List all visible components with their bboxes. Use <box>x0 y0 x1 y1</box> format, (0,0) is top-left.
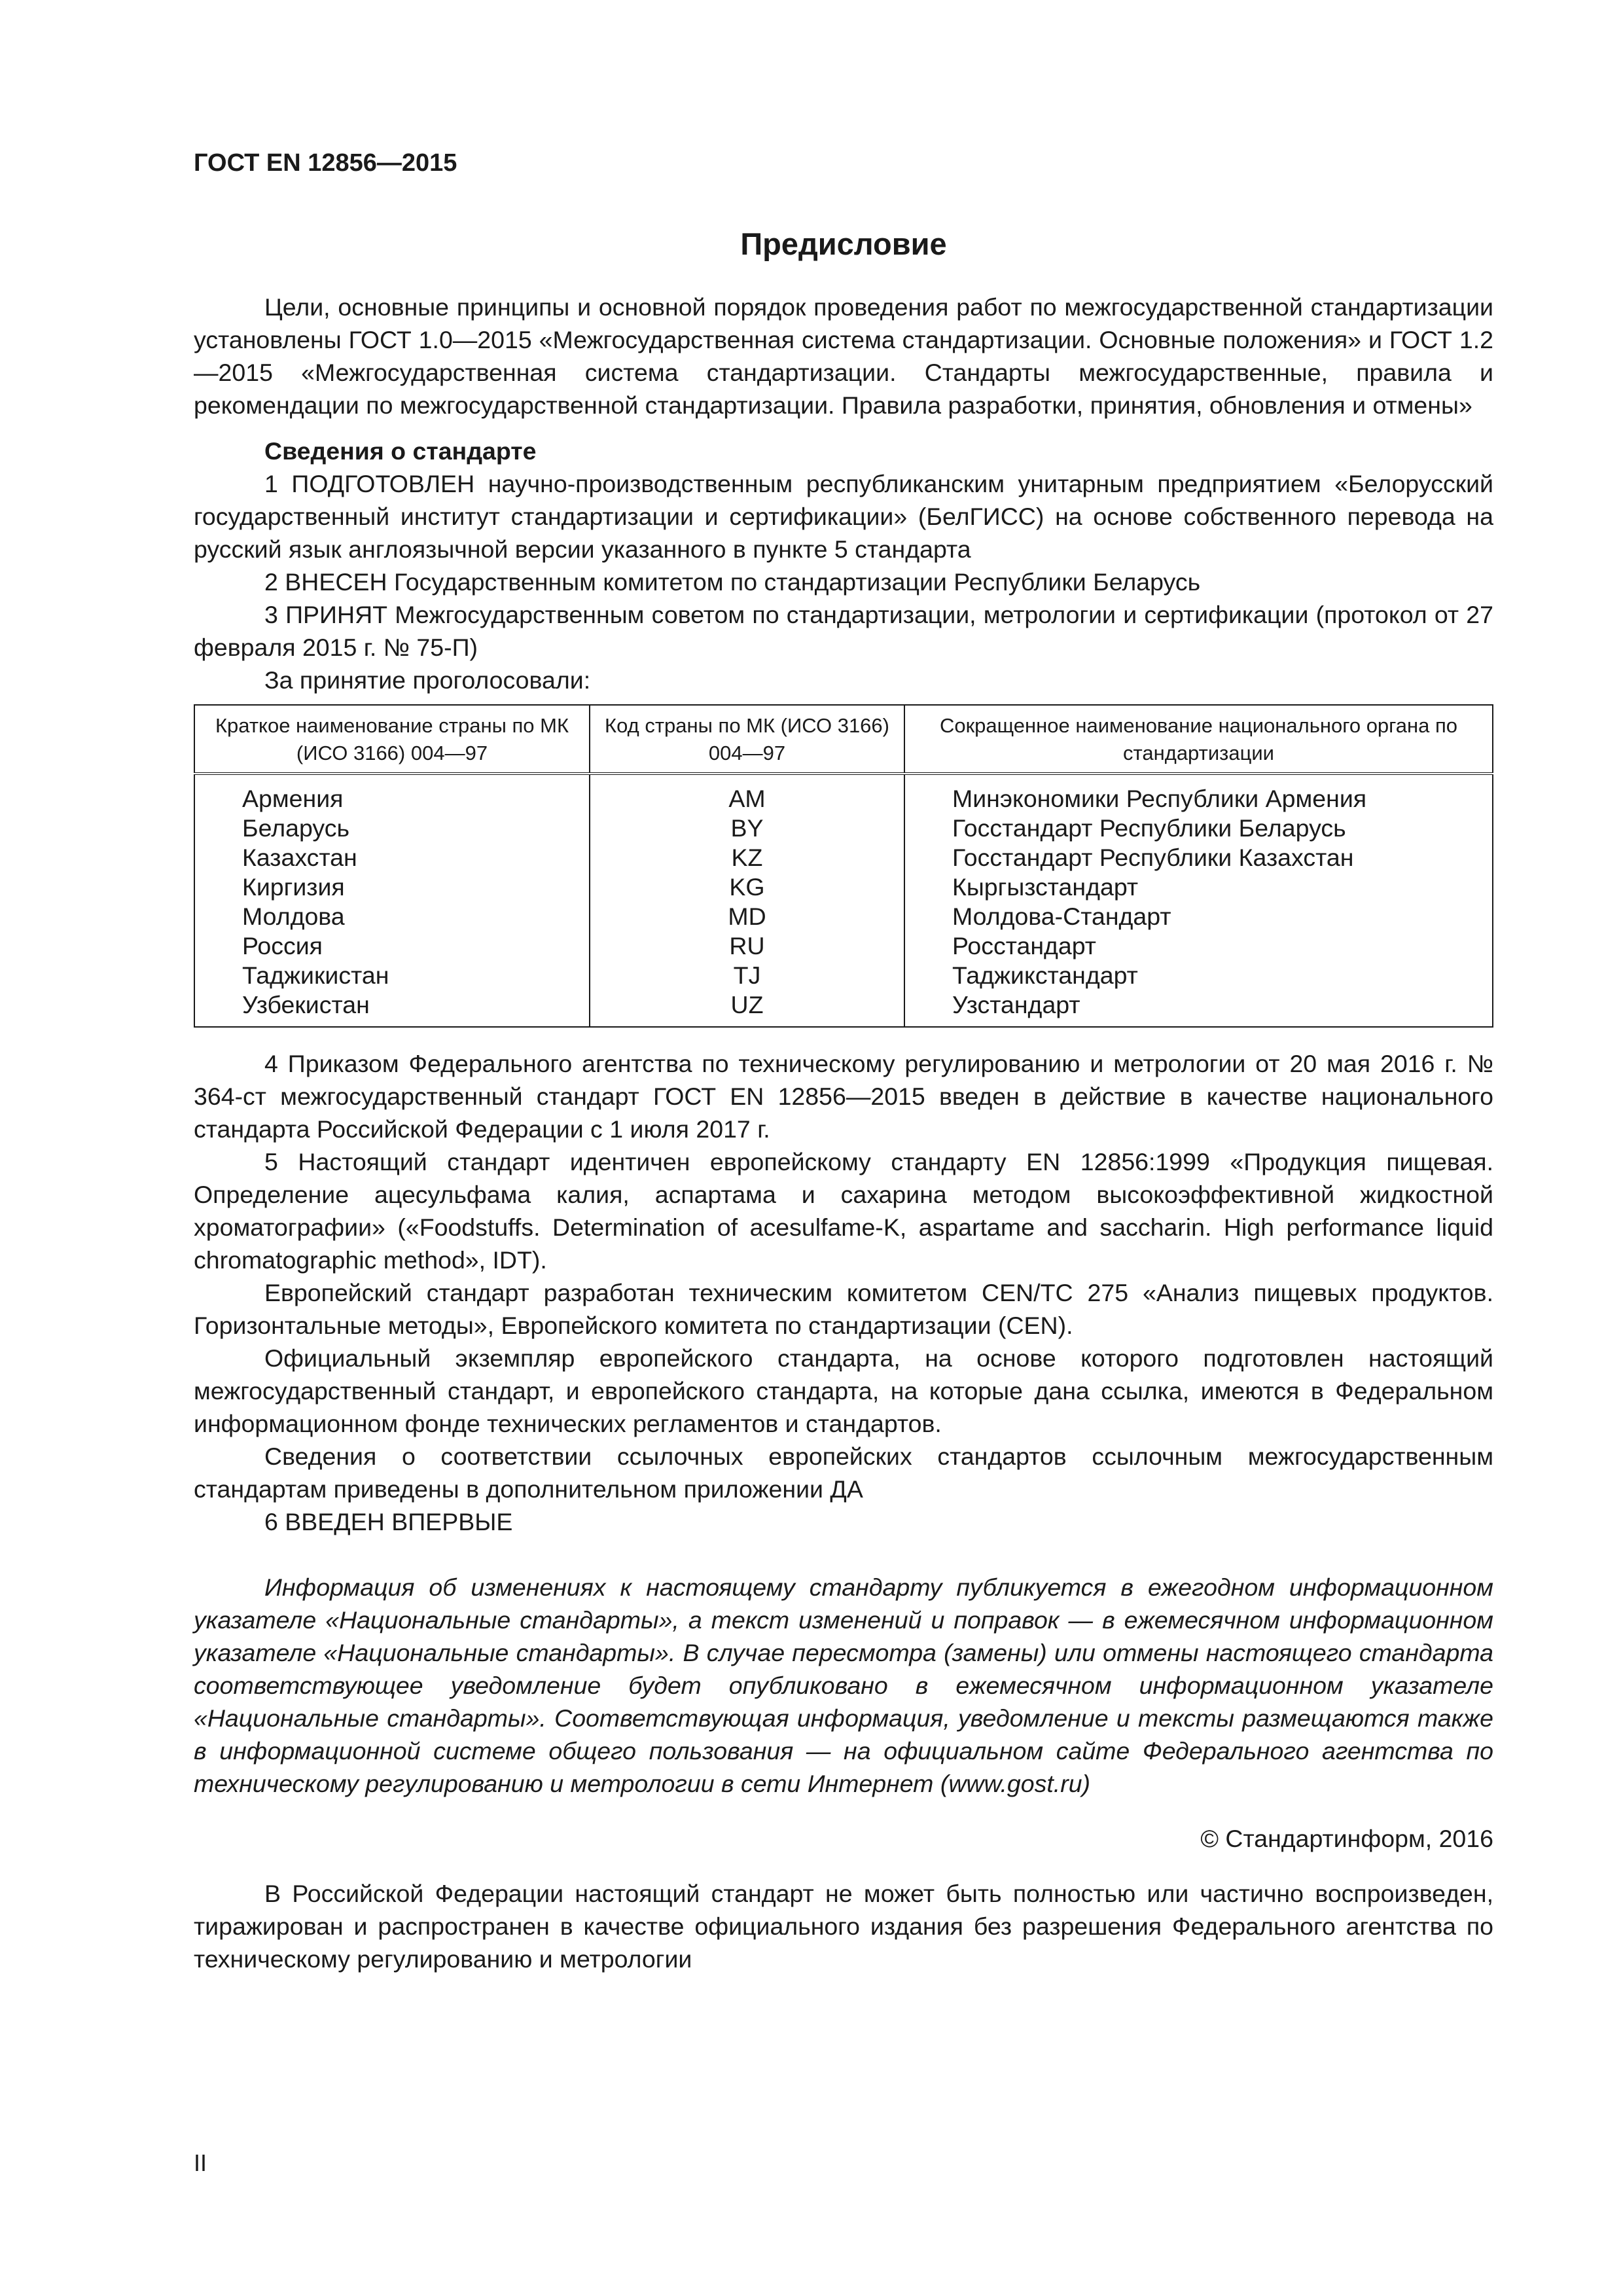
document-code: ГОСТ EN 12856—2015 <box>194 149 457 177</box>
body-cell: Кыргызстандарт <box>904 872 1493 902</box>
country-cell: Армения <box>194 774 590 814</box>
voting-states-table <box>194 704 1493 1028</box>
code-cell: BY <box>590 814 904 843</box>
document-body <box>194 291 1493 1975</box>
country-cell: Казахстан <box>194 843 590 872</box>
code-cell: RU <box>590 931 904 961</box>
body-cell: Госстандарт Республики Казахстан <box>904 843 1493 872</box>
table-row <box>194 931 1493 961</box>
item-1-prepared: 1 ПОДГОТОВЛЕН научно-производственным республиканским унитарным предприятием «Белорусский государственный институт стандартизации и сертификации» (БелГИСС) на основе собственного перевода на русский язык англоязычной версии указанного в пункте 5 стандарта <box>194 470 1493 563</box>
changes-notice: Информация об изменениях к настоящему стандарту публикуется в ежегодном информационном указателе «Национальные стандарты», а текст изменений и поправок — в ежемесячном информационном указателе «Национальные стандарты». В случае пересмотра (замены) или отмены настоящего стандарта соответствующее уведомление будет опубликовано в ежемесячном информационном указателе «Национальные стандарты». Соответствующая информация, уведомление и тексты размещаются также в информационной системе общего пользования — на официальном сайте Федерального агентства по техническому регулированию и метрологии в сети Интернет (www.gost.ru) <box>194 1573 1493 1797</box>
code-cell: KZ <box>590 843 904 872</box>
item-5-identity: 5 Настоящий стандарт идентичен европейскому стандарту EN 12856:1999 «Продукция пищевая. Определение ацесульфама калия, аспартама и сахарина методом высокоэффективной жидкостной хроматографии» («Foodstuffs. Determination of acesulfame-K, aspartame and saccharin. High performance liquid chromatographic method», IDT). <box>194 1148 1493 1274</box>
body-cell: Росстандарт <box>904 931 1493 961</box>
page-number: II <box>194 2149 207 2176</box>
country-cell: Россия <box>194 931 590 961</box>
item-5-committee: Европейский стандарт разработан техническим комитетом CEN/TC 275 «Анализ пищевых продуктов. Горизонтальные методы», Европейского комитета по стандартизации (CEN). <box>194 1279 1493 1339</box>
standard-info-heading: Сведения о стандарте <box>264 437 537 465</box>
country-cell: Молдова <box>194 902 590 931</box>
reproduction-rights: В Российской Федерации настоящий стандарт не может быть полностью или частично воспроизведен, тиражирован и распространен в качестве официального издания без разрешения Федерального агентства по техническому регулированию и метрологии <box>194 1880 1493 1973</box>
item-6-introduced: 6 ВВЕДЕН ВПЕРВЫЕ <box>264 1508 513 1535</box>
country-cell: Беларусь <box>194 814 590 843</box>
voting-intro: За принятие проголосовали: <box>264 666 591 694</box>
code-cell: AM <box>590 774 904 814</box>
body-cell: Минэкономики Республики Армения <box>904 774 1493 814</box>
country-cell: Таджикистан <box>194 961 590 990</box>
code-cell: KG <box>590 872 904 902</box>
body-cell: Таджикстандарт <box>904 961 1493 990</box>
body-cell: Госстандарт Республики Беларусь <box>904 814 1493 843</box>
item-5-references: Сведения о соответствии ссылочных европейских стандартов ссылочным межгосударственным стандартам приведены в дополнительном приложении ДА <box>194 1443 1493 1503</box>
code-cell: TJ <box>590 961 904 990</box>
header-country: Краткое наименование страны по МК (ИСО 3166) 004—97 <box>194 705 590 774</box>
body-cell: Молдова-Стандарт <box>904 902 1493 931</box>
header-code: Код страны по МК (ИСО 3166) 004—97 <box>590 705 904 774</box>
item-5-official-copy: Официальный экземпляр европейского стандарта, на основе которого подготовлен настоящий межгосударственный стандарт, и европейского стандарта, на которые дана ссылка, имеются в Федеральном информационном фонде технических регламентов и стандартов. <box>194 1344 1493 1437</box>
body-cell: Узстандарт <box>904 990 1493 1027</box>
item-2-submitted: 2 ВНЕСЕН Государственным комитетом по стандартизации Республики Беларусь <box>264 568 1201 596</box>
table-row <box>194 843 1493 872</box>
code-cell: UZ <box>590 990 904 1027</box>
country-cell: Узбекистан <box>194 990 590 1027</box>
copyright-line: © Стандартинформ, 2016 <box>1200 1825 1493 1852</box>
item-4-order: 4 Приказом Федерального агентства по техническому регулированию и метрологии от 20 мая 2016 г. № 364-ст межгосударственный стандарт ГОСТ EN 12856—2015 введен в действие в качестве национального стандарта Российской Федерации с 1 июля 2017 г. <box>194 1050 1493 1143</box>
country-cell: Киргизия <box>194 872 590 902</box>
table-row <box>194 814 1493 843</box>
table-row <box>194 872 1493 902</box>
intro-paragraph: Цели, основные принципы и основной порядок проведения работ по межгосударственной стандартизации установлены ГОСТ 1.0—2015 «Межгосударственная система стандартизации. Основные положения» и ГОСТ 1.2—2015 «Межгосударственная система стандартизации. Стандарты межгосударственные, правила и рекомендации по межгосударственной стандартизации. Правила разработки, принятия, обновления и отмены» <box>194 293 1493 419</box>
table-row <box>194 902 1493 931</box>
item-3-adopted: 3 ПРИНЯТ Межгосударственным советом по стандартизации, метрологии и сертификации (протокол от 27 февраля 2015 г. № 75-П) <box>194 601 1493 661</box>
table-header-row <box>194 705 1493 774</box>
table-row <box>194 990 1493 1027</box>
page-title: Предисловие <box>740 226 947 261</box>
code-cell: MD <box>590 902 904 931</box>
table-row <box>194 774 1493 814</box>
header-body: Сокращенное наименование национального органа по стандартизации <box>904 705 1493 774</box>
table-row <box>194 961 1493 990</box>
